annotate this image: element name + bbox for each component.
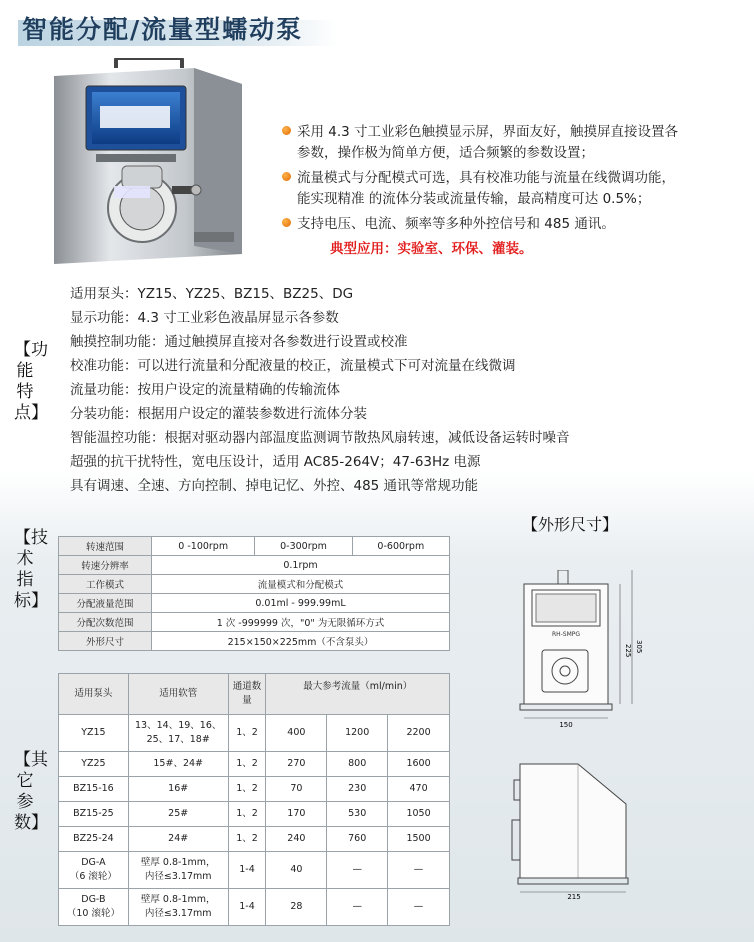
feature-line: 超强的抗干扰特性，宽电压设计，适用 AC85-264V；47-63Hz 电源: [70, 454, 481, 470]
section-label-features: 【功能特点】: [14, 340, 48, 423]
dimensions-title: 【外形尺寸】: [522, 515, 619, 534]
table-row: BZ15-16 16# 1、2 70 230 470: [59, 777, 450, 802]
feature-line: 具有调速、全速、方向控制、掉电记忆、外控、485 通讯等常规功能: [70, 478, 479, 494]
feature-line: 触摸控制功能：通过触摸屏直接对各参数进行设置或校准: [70, 334, 408, 350]
feature-bullet-3: 支持电压、电流、频率等多种外控信号和 485 通讯。: [282, 214, 615, 235]
section-label-other: 【其它参数】: [14, 750, 48, 833]
table-row: 转速分辨率 0.1rpm: [59, 556, 450, 575]
feature-line: 智能温控功能：根据对驱动器内部温度监测调节散热风扇转速，减低设备运转时噪音: [70, 430, 570, 446]
table-row: DG-A （6 滚轮） 壁厚 0.8-1mm， 内径≤3.17mm 1-4 40 — —: [59, 852, 450, 889]
table-row: 外形尺寸 215×150×225mm（不含泵头）: [59, 632, 450, 651]
orange-bullet-icon: [282, 172, 291, 181]
table-row: BZ15-25 25# 1、2 170 530 1050: [59, 802, 450, 827]
side-view-drawing: [508, 750, 658, 900]
device-label: RH-SMPG: [551, 631, 581, 638]
front-height-outer-label: 305: [635, 640, 643, 654]
front-view-drawing: [508, 570, 648, 730]
feature-line: 流量功能：按用户设定的流量精确的传输流体: [70, 382, 340, 398]
table-row: YZ25 15#、24# 1、2 270 800 1600: [59, 752, 450, 777]
table-row: 分配次数范围 1 次 -999999 次，"0" 为无限循环方式: [59, 613, 450, 632]
other-params-table: [58, 673, 450, 926]
feature-bullet-1: 采用 4.3 寸工业彩色触摸显示屏，界面友好，触摸屏直接设置各 参数，操作极为简单方便，适合频繁的参数设置；: [282, 122, 678, 164]
feature-line: 显示功能：4.3 寸工业彩色液晶屏显示各参数: [70, 310, 339, 326]
orange-bullet-icon: [282, 126, 291, 135]
front-width-label: 150: [559, 721, 573, 729]
table-row: BZ25-24 24# 1、2 240 760 1500: [59, 827, 450, 852]
table-row: 分配液量范围 0.01ml - 999.99mL: [59, 594, 450, 613]
table-row: 工作模式 流量模式和分配模式: [59, 575, 450, 594]
features-list: [70, 282, 570, 498]
feature-bullet-2: 流量模式与分配模式可选，具有校准功能与流量在线微调功能， 能实现精准 的流体分装或流量传输，最高精度可达 0.5%；: [282, 168, 675, 210]
section-label-specs: 【技术指标】: [14, 528, 48, 611]
pump-product-photo: [44, 58, 254, 270]
feature-line: 适用泵头：YZ15、YZ25、BZ15、BZ25、DG: [70, 286, 354, 302]
table-row: YZ15 13、14、19、16、 25、17、18# 1、2 400 1200 2200: [59, 715, 450, 752]
typical-application: 典型应用：实验室、环保、灌装。: [330, 241, 533, 257]
spec-table: [58, 536, 450, 651]
feature-line: 分装功能：根据用户设定的灌装参数进行流体分装: [70, 406, 367, 422]
front-height-inner-label: 225: [624, 644, 632, 658]
orange-bullet-icon: [282, 218, 291, 227]
table-row: DG-B （10 滚轮） 壁厚 0.8-1mm， 内径≤3.17mm 1-4 28 — —: [59, 889, 450, 926]
side-width-label: 215: [567, 893, 581, 900]
feature-line: 校准功能：可以进行流量和分配液量的校正，流量模式下可对流量在线微调: [70, 358, 516, 374]
page-title: 智能分配/流量型蠕动泵: [22, 15, 304, 44]
table-row: 转速范围 0 -100rpm 0-300rpm 0-600rpm: [59, 537, 450, 556]
table-header-row: 适用泵头 适用软管 通道数量 最大参考流量（ml/min）: [59, 674, 450, 715]
